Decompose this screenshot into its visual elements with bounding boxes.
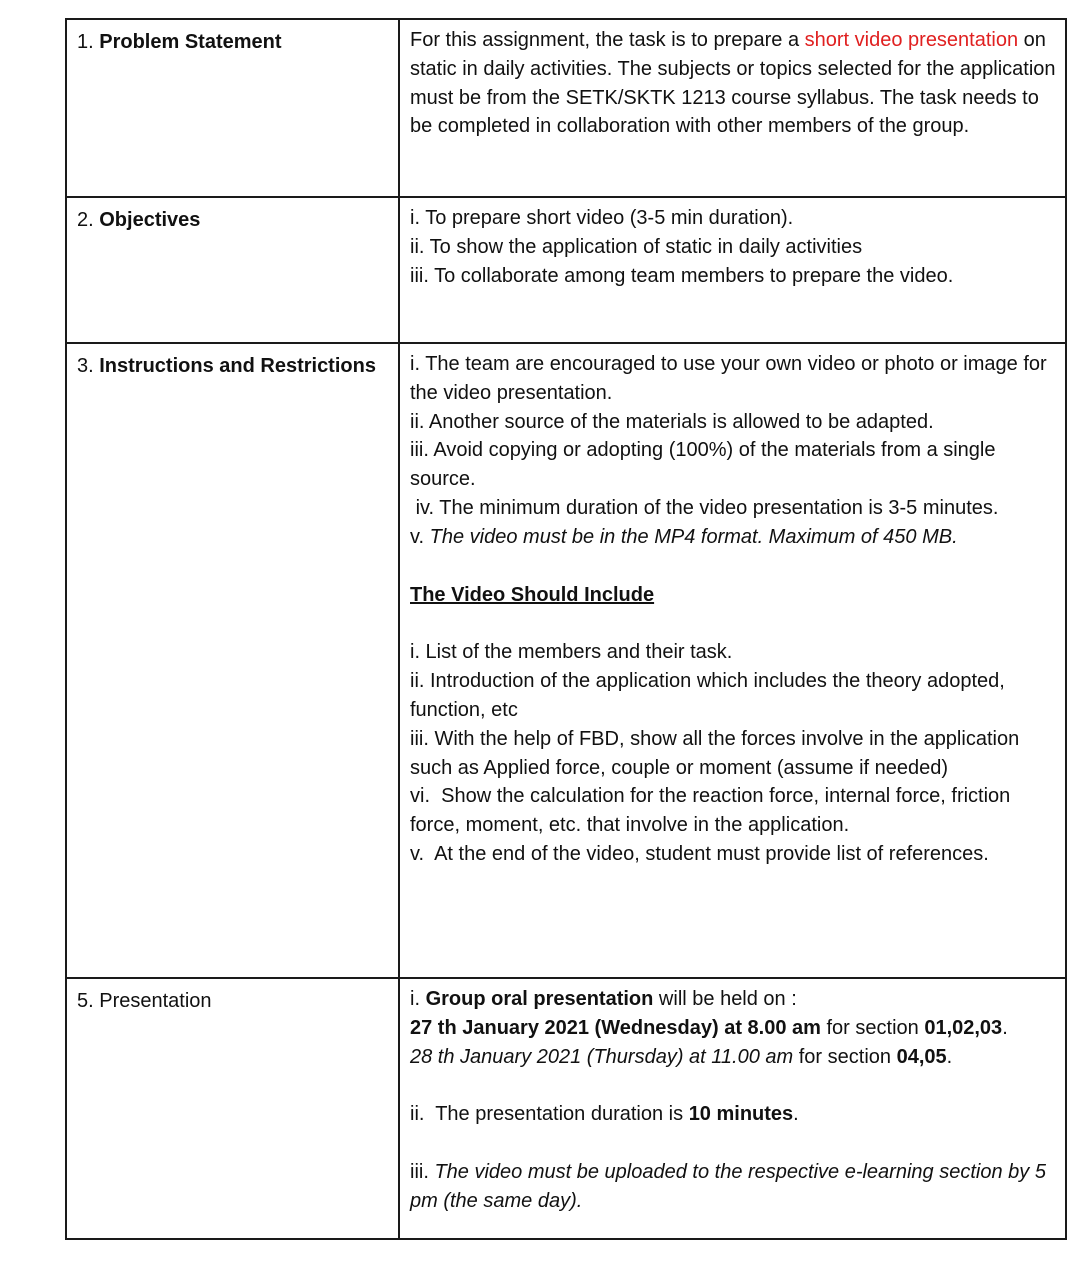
row-label [67,979,398,1015]
italic-text: The video must be uploaded to the respective e-learning section by 5 pm (the same day). [410,1161,1046,1212]
line-prefix: iii. [410,1161,435,1184]
list-item: i. The team are encouraged to use your own video or photo or image for the video presentation. [410,353,1047,404]
row-title: Problem Statement [99,31,282,53]
presentation-line [410,1100,1057,1129]
row-content-cell [399,343,1066,978]
row-number: 5. [77,990,94,1012]
assignment-table [65,18,1067,1240]
row-label-cell [66,197,399,343]
table-row-objectives [66,197,1066,343]
row-number: 1. [77,31,94,53]
presentation-line [410,1158,1057,1216]
list-item: ii. Introduction of the application which includes the theory adopted, function, etc [410,670,1005,721]
row-content-cell [399,19,1066,197]
table-row-problem-statement [66,19,1066,197]
line-prefix: i. [410,988,426,1010]
list-item: iii. To collaborate among team members to prepare the video. [410,264,954,287]
list-item: iii. With the help of FBD, show all the forces involve in the application such as Applied force, couple or moment (assume if needed) [410,727,1020,779]
bold-text: 10 minutes [688,1103,794,1126]
row-content-cell [399,197,1066,343]
row-number: 2. [77,209,94,231]
list-item [410,523,1057,552]
text-before: For this assignment, the task is to prepare a [410,29,805,51]
table-row-instructions [66,343,1066,978]
date-text: 28 th January 2021 (Thursday) at 11.00 am [410,1045,794,1068]
list-item: ii. To show the application of static in daily activities [410,235,863,258]
sections-text: 04,05 [896,1045,947,1068]
problem-statement-text [400,20,1065,141]
instructions-list [400,344,1065,869]
line-end: . [946,1045,953,1068]
line-mid: for section [793,1045,897,1068]
list-item: i. To prepare short video (3-5 min duration). [410,207,794,229]
bold-text: Group oral presentation [425,988,654,1010]
row-title: Instructions and Restrictions [99,355,376,377]
highlighted-text: short video presentation [804,29,1019,51]
list-item: ii. Another source of the materials is allowed to be adapted. [410,410,934,433]
row-content-cell [399,978,1066,1239]
row-label [67,344,398,380]
row-label [67,198,398,234]
sections-text: 01,02,03 [924,1016,1003,1039]
presentation-details [400,979,1065,1216]
presentation-line [410,985,1057,1014]
objectives-list [400,198,1065,290]
row-title: Presentation [99,990,212,1012]
row-label-cell [66,978,399,1239]
row-title: Objectives [99,209,201,231]
list-item: iv. The minimum duration of the video presentation is 3-5 minutes. [410,496,999,519]
list-item: vi. Show the calculation for the reaction force, internal force, friction force, moment, etc. that involve in the application. [410,785,1016,837]
item-prefix: v. [410,525,430,548]
item-italic-text: The video must be in the MP4 format. Maximum of 450 MB. [429,525,958,548]
video-include-heading: The Video Should Include [410,583,655,606]
row-label-cell [66,343,399,978]
list-item: i. List of the members and their task. [410,641,733,664]
line-end: . [793,1103,799,1126]
date-text: 27 th January 2021 (Wednesday) at 8.00 am [410,1016,821,1039]
text-after: on static in daily activities. The subjects or topics selected for the application must be from the SETK/SKTK 1213 course syllabus. The task needs to be completed in collaboration with other members of the group. [410,29,1056,138]
line-prefix: ii. The presentation duration is [410,1103,689,1126]
line-end: . [1002,1016,1008,1039]
row-label-cell [66,19,399,197]
presentation-date-line [410,1043,1057,1072]
line-mid: for section [820,1016,925,1039]
presentation-date-line [410,1014,1057,1043]
row-number: 3. [77,355,94,377]
table-row-presentation [66,978,1066,1239]
row-label [67,20,398,56]
list-item: iii. Avoid copying or adopting (100%) of the materials from a single source. [410,439,996,491]
line-suffix: will be held on : [653,988,797,1010]
list-item: v. At the end of the video, student must provide list of references. [410,842,989,865]
